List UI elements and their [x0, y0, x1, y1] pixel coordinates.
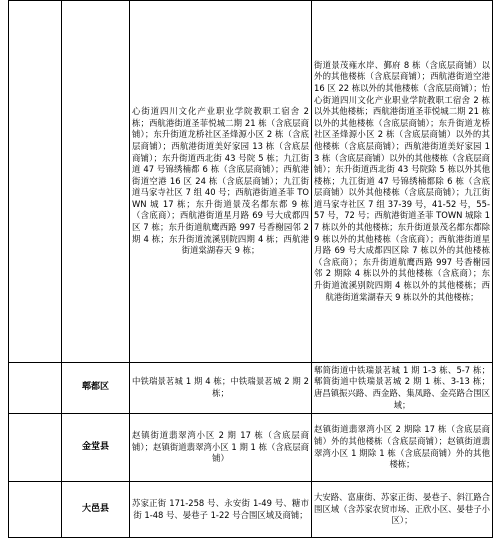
control-area-cell	[130, 1, 312, 363]
row-number-cell	[9, 482, 62, 538]
district-cell	[62, 1, 130, 363]
prevention-area-text: 街道景茂雍水岸、鄞府 8 栋（含底层商铺）以外的其他楼栋（含底层商铺）；西航港街道空港 16 区 22 栋以外的其他楼栋（含底层商铺）；怡心街道四川文化产业职业学院教职工宿舍 2 栋以外其他楼栋；西航港街道圣菲悦城二期 21 栋以外的其他楼栋（含底层商铺）；东升街道龙桥社区圣烽源小区 2 栋（含底层商铺）以外的其他楼栋（含底层商铺）；西航港街道美好家园 13 栋（含底层商铺）以外的其他楼栋（含底层商铺）；东升街道西北街 43 号院除 5 栋以外其他楼栋；九江街道 47 号锦绣楠都除 6 栋（含底层商铺）以外其他楼栋（含底层商铺）；九江街道马家寺社区 7 组 37-39 号，41-52 号，55-57 号，72 号；西航港街道圣菲 TOWN 城除 17 栋以外的其他楼栋；东升街道景茂名都东都除 9 栋以外的其他楼栋（含底商）；西航港街道星月路 69 号大成都四区除 7 栋以外的其他楼栋（含底商）；东升街道航鹰西路 997 号香榭园邻 2 期除 4 栋以外的其他楼栋（含底商）；东升街道流溪别院四期 4 栋以外的其他楼栋；西航港街道棠湖春天 9 栋以外的其他楼栋；	[314, 59, 490, 302]
row-number-cell	[9, 414, 62, 482]
row-number-cell	[9, 363, 62, 414]
control-area-cell	[130, 414, 312, 482]
control-area-text: 赵镇街道翡翠湾小区 2 期 17 栋（含底层商铺）；赵镇街道翡翠湾小区 1 期 1 栋（含底层商铺）	[132, 430, 309, 464]
prevention-area-text: 郫简街道中铁瑞景茗城 1 期 1-3 栋、5-7 栋；郫简街道中铁瑞景茗城 2 期 1 栋、3-13 栋；唐昌镇振兴路、西金路、集凤路、金亮路合围区域；	[314, 364, 490, 410]
control-area-cell	[130, 363, 312, 414]
table-row	[9, 363, 493, 414]
control-area-text: 心街道四川文化产业职业学院教职工宿舍 2 栋；西航港街道圣菲悦城二期 21 栋（含底层商铺）；东升街道龙桥社区圣烽源小区 2 栋（含底层商铺）；西航港街道美好家园 13 栋（含底层商铺）；东升街道西北街 43 号院 5 栋；九江街道 47 号锦绣楠都 6 栋（含底层商铺）；西航港街道空港 16 区 24 栋（含底层商铺）；九江街道马家寺社区 7 组 40 号；西航港街道圣菲 TOWN 城 17 栋；东升街道景茂名都东都 9 栋（含底商）；西航港街道星月路 69 号大成都四区 7 栋；东升街道航鹰西路 997 号香榭园邻 2 期 4 栋；东升街道流溪别院四期 4 栋；西航港街道棠湖春天 9 栋；	[132, 106, 309, 256]
control-area-text: 苏家正街 171-258 号、永安街 1-49 号、糖市街 1-48 号、晏巷子 1-22 号合围区域及商铺；	[132, 497, 309, 520]
prevention-area-cell	[312, 1, 493, 363]
prevention-area-cell	[312, 363, 493, 414]
district-cell: 郫都区	[62, 363, 130, 414]
district-cell: 大邑县	[62, 482, 130, 538]
control-area-text: 中铁瑞景茗城 1 期 4 栋；中铁瑞景茗城 2 期 2 栋；	[132, 376, 309, 398]
prevention-area-text: 大安路、富康街、苏家正街、晏巷子、斜江路合围区域（含苏家农贸市场、正欣小区、晏巷子小区）；	[314, 492, 490, 526]
table-row	[9, 414, 493, 482]
prevention-area-text: 赵镇街道翡翠湾小区 2 期除 17 栋（含底层商铺）外的其他楼栋（含底层商铺）；赵镇街道翡翠湾小区 1 期除 1 栋（含底层商铺）外的其他楼栋；	[314, 424, 490, 470]
prevention-area-cell	[312, 482, 493, 538]
row-number-cell	[9, 1, 62, 363]
table-row	[9, 482, 493, 538]
prevention-area-cell	[312, 414, 493, 482]
control-area-cell	[130, 482, 312, 538]
table-row	[9, 1, 493, 363]
district-cell: 金堂县	[62, 414, 130, 482]
control-area-table	[8, 0, 493, 538]
